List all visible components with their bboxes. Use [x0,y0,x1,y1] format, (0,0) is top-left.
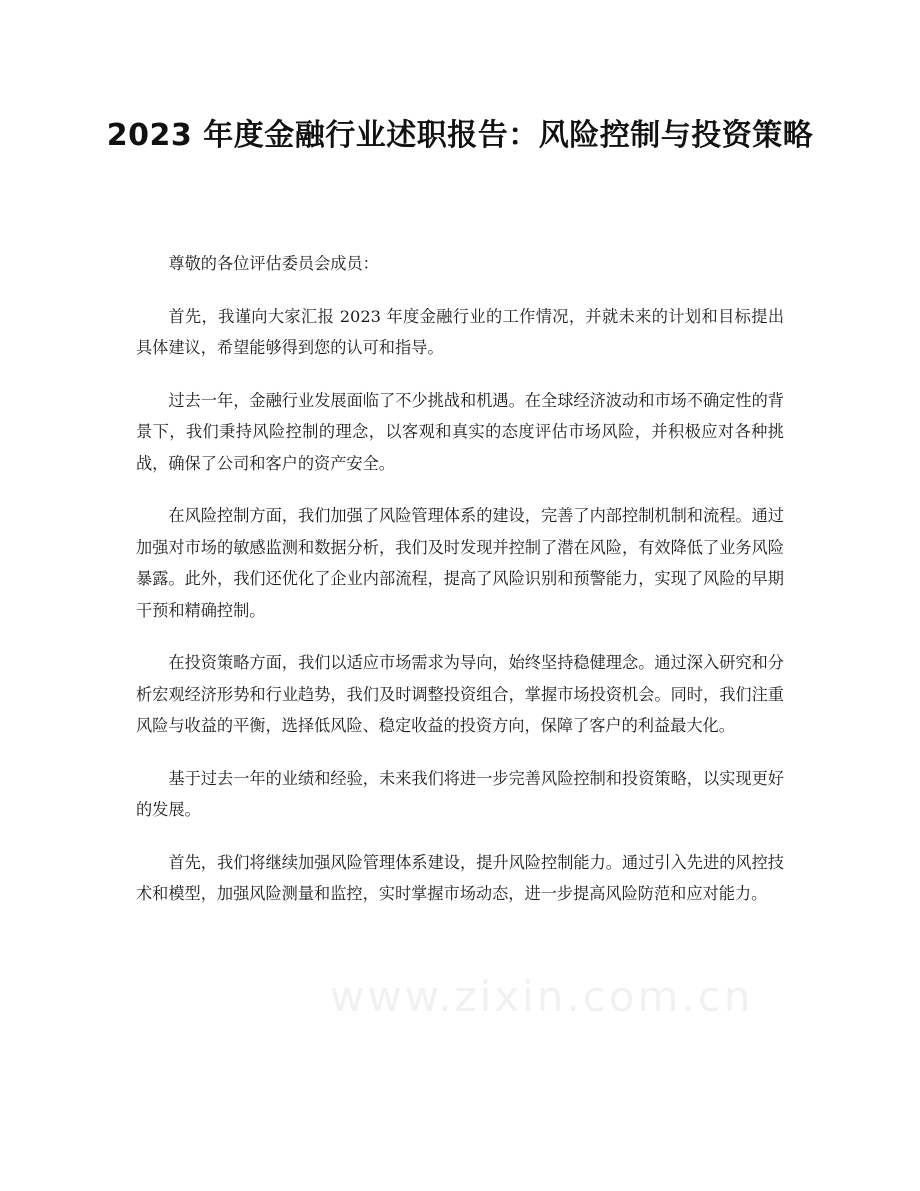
body-paragraph: 首先，我们将继续加强风险管理体系建设，提升风险控制能力。通过引入先进的风控技术和模型，加强风险测量和监控，实时掌握市场动态，进一步提高风险防范和应对能力。 [136,852,784,903]
document-title: 2023 年度金融行业述职报告：风险控制与投资策略 [106,118,814,153]
body-paragraph: 基于过去一年的业绩和经验，未来我们将进一步完善风险控制和投资策略，以实现更好的发展。 [136,768,784,819]
body-paragraph: 在风险控制方面，我们加强了风险管理体系的建设，完善了内部控制机制和流程。通过加强对市场的敏感监测和数据分析，我们及时发现并控制了潜在风险，有效降低了业务风险暴露。此外，我们还优化了企业内部流程，提高了风险识别和预警能力，实现了风险的早期干预和精确控制。 [136,506,784,620]
body-paragraph: 首先，我谨向大家汇报 2023 年度金融行业的工作情况，并就未来的计划和目标提出具体建议，希望能够得到您的认可和指导。 [136,306,784,357]
watermark-text: www.zixin.com.cn [330,972,754,1021]
document-body [136,248,784,931]
body-paragraph: 在投资策略方面，我们以适应市场需求为导向，始终坚持稳健理念。通过深入研究和分析宏观经济形势和行业趋势，我们及时调整投资组合，掌握市场投资机会。同时，我们注重风险与收益的平衡，选择低风险、稳定收益的投资方向，保障了客户的利益最大化。 [136,653,784,735]
body-paragraph: 过去一年，金融行业发展面临了不少挑战和机遇。在全球经济波动和市场不确定性的背景下，我们秉持风险控制的理念，以客观和真实的态度评估市场风险，并积极应对各种挑战，确保了公司和客户的资产安全。 [136,390,784,473]
salutation-paragraph: 尊敬的各位评估委员会成员： [168,254,379,273]
